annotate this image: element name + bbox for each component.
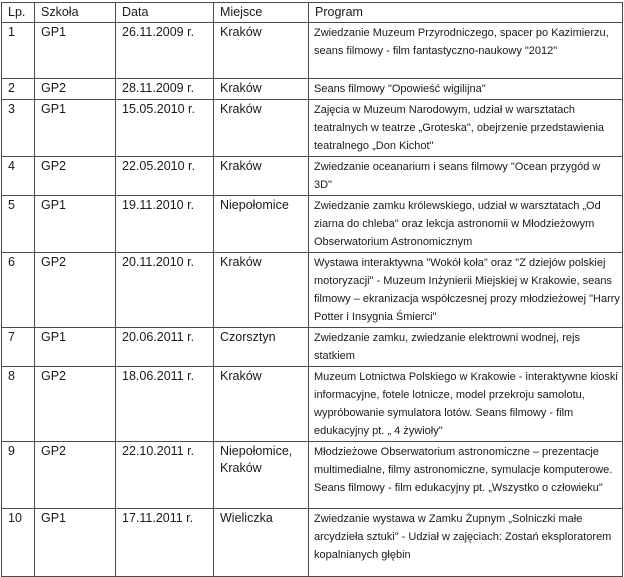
cell-school: GP1 xyxy=(35,328,116,367)
table-row xyxy=(2,100,623,157)
cell-lp: 5 xyxy=(2,196,35,253)
cell-lp: 10 xyxy=(2,509,35,577)
header-lp: Lp. xyxy=(2,3,35,23)
header-program: Program xyxy=(309,3,623,23)
cell-date: 22.10.2011 r. xyxy=(116,442,214,509)
cell-date: 20.11.2010 r. xyxy=(116,253,214,328)
cell-date: 19.11.2010 r. xyxy=(116,196,214,253)
cell-program: Seans filmowy "Opowieść wigilijna" xyxy=(309,79,623,100)
cell-place: Czorsztyn xyxy=(214,328,309,367)
cell-place: Wieliczka xyxy=(214,509,309,577)
cell-lp: 6 xyxy=(2,253,35,328)
cell-program: Zwiedzanie zamku, zwiedzanie elektrowni wodnej, rejs statkiem xyxy=(309,328,623,367)
cell-date: 20.06.2011 r. xyxy=(116,328,214,367)
cell-date: 28.11.2009 r. xyxy=(116,79,214,100)
cell-school: GP1 xyxy=(35,196,116,253)
cell-place: Kraków xyxy=(214,157,309,196)
header-school: Szkoła xyxy=(35,3,116,23)
cell-place: Niepołomice, Kraków xyxy=(214,442,309,509)
table-row xyxy=(2,253,623,328)
cell-program: Zwiedzanie zamku królewskiego, udział w warsztatach „Od ziarna do chleba" oraz lekcja astronomii w Młodzieżowym Obserwatorium Astronomicznym xyxy=(309,196,623,253)
header-row xyxy=(2,3,623,23)
table-row xyxy=(2,196,623,253)
cell-lp: 7 xyxy=(2,328,35,367)
cell-place: Kraków xyxy=(214,367,309,442)
table-row xyxy=(2,79,623,100)
cell-lp: 9 xyxy=(2,442,35,509)
cell-lp: 3 xyxy=(2,100,35,157)
cell-school: GP2 xyxy=(35,79,116,100)
cell-program: Muzeum Lotnictwa Polskiego w Krakowie - interaktywne kioski informacyjne, fotele lotnicze, model przekroju samolotu, wypróbowanie symulatora lotów. Seans filmowy - film edukacyjny pt. „ 4 żywioły" xyxy=(309,367,623,442)
table-row xyxy=(2,328,623,367)
trips-table xyxy=(1,2,623,577)
table-row xyxy=(2,367,623,442)
cell-date: 15.05.2010 r. xyxy=(116,100,214,157)
cell-program: Zwiedzanie Muzeum Przyrodniczego, spacer po Kazimierzu, seans filmowy - film fantastyczno-naukowy "2012" xyxy=(309,23,623,79)
cell-program: Zwiedzanie oceanarium i seans filmowy "Ocean przygód w 3D" xyxy=(309,157,623,196)
cell-place: Kraków xyxy=(214,100,309,157)
cell-school: GP1 xyxy=(35,100,116,157)
cell-lp: 1 xyxy=(2,23,35,79)
cell-school: GP1 xyxy=(35,509,116,577)
cell-school: GP2 xyxy=(35,442,116,509)
cell-place: Niepołomice xyxy=(214,196,309,253)
cell-school: GP2 xyxy=(35,157,116,196)
cell-date: 17.11.2011 r. xyxy=(116,509,214,577)
cell-school: GP2 xyxy=(35,253,116,328)
header-date: Data xyxy=(116,3,214,23)
cell-date: 18.06.2011 r. xyxy=(116,367,214,442)
cell-program: Zajęcia w Muzeum Narodowym, udział w warsztatach teatralnych w teatrze „Groteska", obejrzenie przedstawienia teatralnego „Don Kichot" xyxy=(309,100,623,157)
cell-lp: 2 xyxy=(2,79,35,100)
cell-place: Kraków xyxy=(214,79,309,100)
cell-lp: 4 xyxy=(2,157,35,196)
cell-date: 22.05.2010 r. xyxy=(116,157,214,196)
table-row xyxy=(2,442,623,509)
header-place: Miejsce xyxy=(214,3,309,23)
cell-place: Kraków xyxy=(214,253,309,328)
cell-program: Zwiedzanie wystawa w Zamku Żupnym „Solniczki małe arcydzieła sztuki" - Udział w zajęciach: Zostań eksploratorem kopalnianych głębin xyxy=(309,509,623,577)
table-row xyxy=(2,509,623,577)
cell-school: GP2 xyxy=(35,367,116,442)
table-row xyxy=(2,157,623,196)
cell-school: GP1 xyxy=(35,23,116,79)
cell-place: Kraków xyxy=(214,23,309,79)
cell-program: Młodzieżowe Obserwatorium astronomiczne – prezentacje multimedialne, filmy astronomiczne, symulacje komputerowe. Seans filmowy - film edukacyjny pt. „Wszystko o człowieku" xyxy=(309,442,623,509)
cell-date: 26.11.2009 r. xyxy=(116,23,214,79)
table-row xyxy=(2,23,623,79)
cell-program: Wystawa interaktywna "Wokół koła" oraz "Z dziejów polskiej motoryzacji" - Muzeum Inżynierii Miejskiej w Krakowie, seans filmowy – ekranizacja współczesnej prozy młodzieżowej "Harry Potter i Insygnia Śmierci" xyxy=(309,253,623,328)
cell-lp: 8 xyxy=(2,367,35,442)
